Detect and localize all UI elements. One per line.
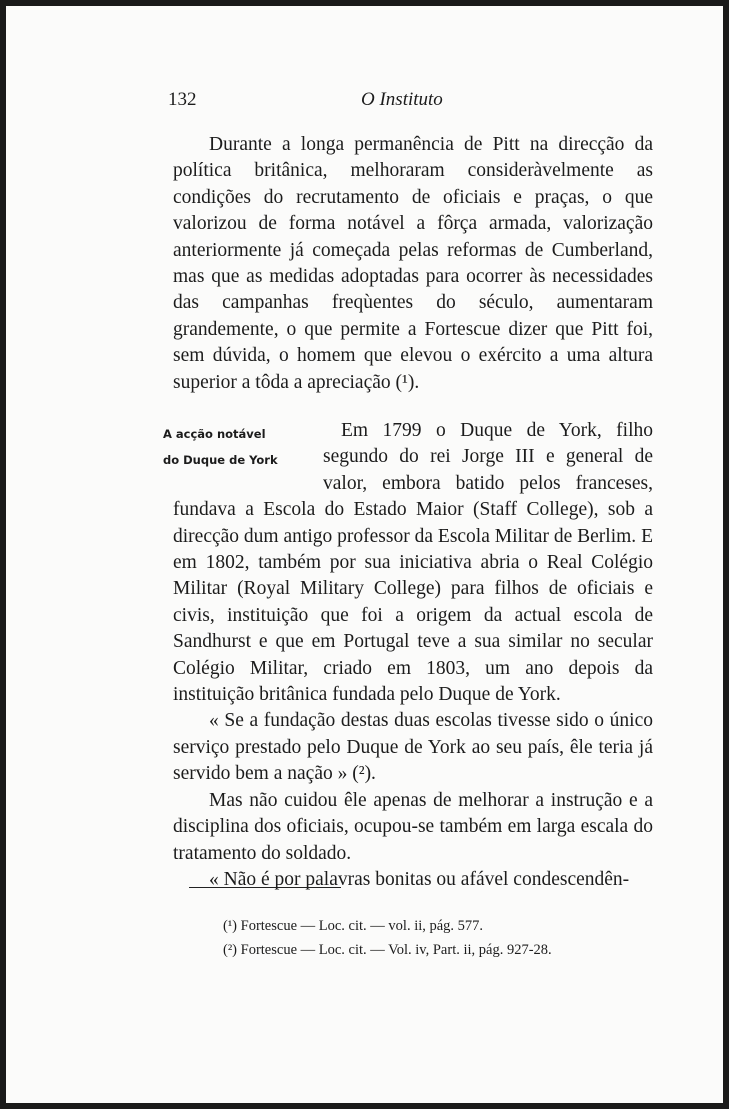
paragraph-pitt	[173, 132, 653, 396]
paragraph-text: Em 1799 o Duque de York, filho segundo do rei Jorge III e general de valor, embora batido pelos franceses, fundava a Escola do Estado Maior (Staff College), sob a direcção dum antigo professor da Escola Militar de Berlim. E em 1802, também por sua iniciativa abria o Real Colégio Militar (Royal Military College) para filhos de oficiais e civis, instituição que foi a origem da actual escola de Sandhurst e que em Portugal teve a sua similar no secular Colégio Militar, criado em 1803, um ano depois da instituição britânica fundada pelo Duque de York.	[173, 420, 653, 706]
footnote-item: (¹) Fortescue — Loc. cit. — vol. ii, pág. 577.	[223, 918, 484, 934]
running-title: O Instituto	[361, 89, 443, 110]
footnote-ref: (¹).	[395, 371, 420, 393]
book-page	[6, 6, 723, 1103]
footnote-item: (²) Fortescue — Loc. cit. — Vol. iv, Part. ii, pág. 927-28.	[223, 942, 552, 958]
paragraph-text: Durante a longa permanência de Pitt na direcção da política britânica, melhoraram consideràvelmente as condições do recrutamento de oficiais e praças, o que valorizou de forma notável a fôrça armada, valorização anteriormente já começada pelas reformas de Cumberland, mas que as medidas adoptadas para ocorrer às necessidades das campanhas freqùentes do século, aumentaram grandemente, o que permite a Fortescue dizer que Pitt foi, sem dúvida, o homem que elevou o exército a uma altura superior a tôda a apreciação	[173, 134, 653, 393]
page-header	[6, 89, 723, 119]
marginal-note	[163, 421, 313, 475]
body-text-main	[163, 418, 653, 893]
marginal-note-line: do Duque de York	[163, 453, 278, 467]
marginal-note-line: A acção notável	[163, 427, 266, 441]
page-number: 132	[168, 89, 197, 110]
body-text-top	[173, 132, 653, 396]
paragraph-soldier: Mas não cuidou êle apenas de melhorar a instrução e a disciplina dos oficiais, ocupou-se também em larga escala do tratamento do soldado.	[173, 789, 653, 864]
paragraph-continuation: « Não é por palavras bonitas ou afável condescendên-	[209, 868, 630, 890]
paragraph-quote: « Se a fundação destas duas escolas tivesse sido o único serviço prestado pelo Duque de York ao seu país, êle teria já servido bem a nação » (²).	[173, 710, 653, 785]
footnote-divider	[189, 887, 341, 888]
footnotes	[223, 914, 663, 962]
